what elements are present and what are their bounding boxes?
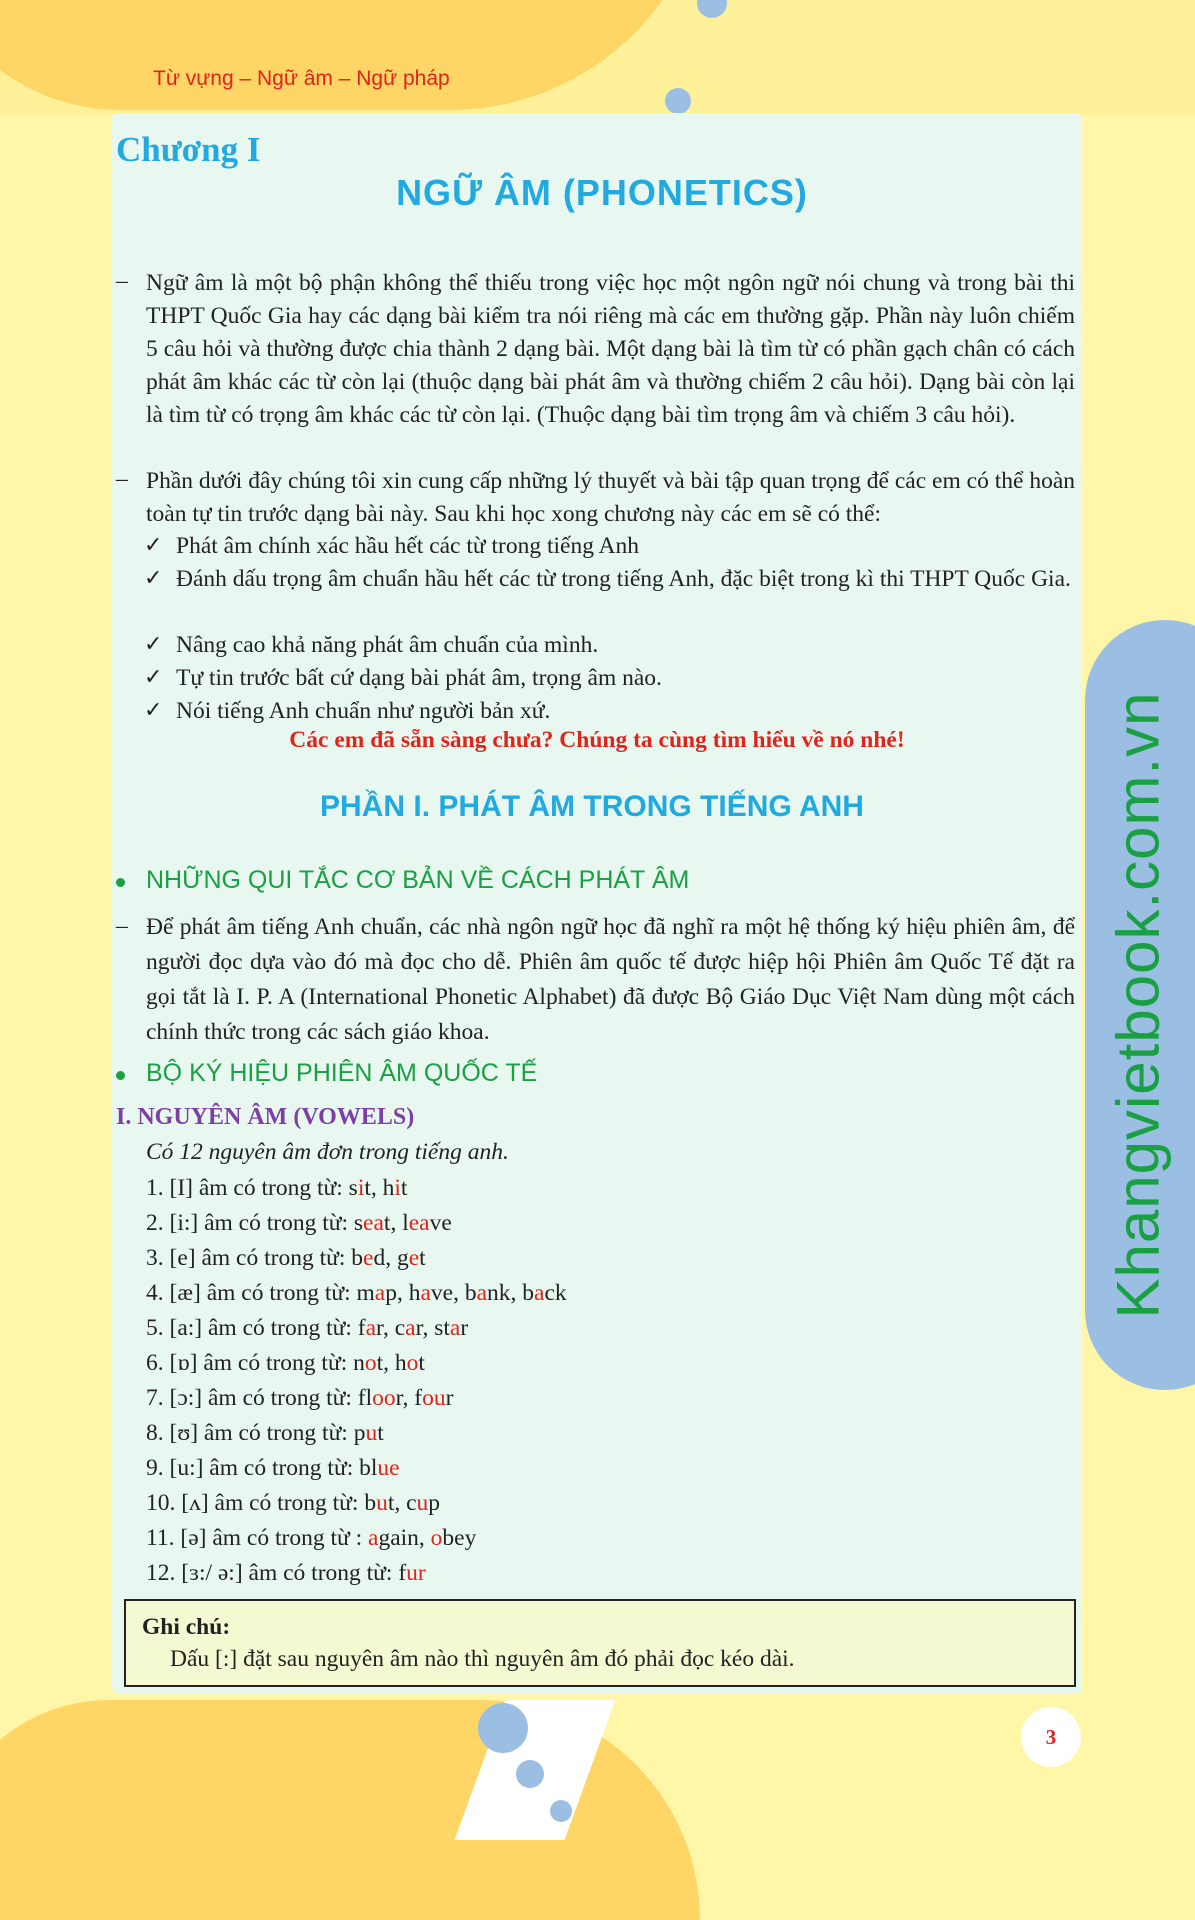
- part-title: PHẦN I. PHÁT ÂM TRONG TIẾNG ANH: [320, 790, 864, 823]
- example-word: four: [414, 1385, 454, 1411]
- highlighted-vowel: e: [363, 1245, 374, 1271]
- intro-paragraph-2: Phần dưới đây chúng tôi xin cung cấp những lý thuyết và bài tập quan trọng để các em có thể hoàn toàn tự tin trước dạng bài này. Sau khi học xong chương này các em sẽ có thể:: [146, 468, 1075, 527]
- vowel-item: 8. [ʊ] âm có trong từ: put: [146, 1420, 384, 1446]
- dash-marker: –: [116, 466, 128, 492]
- dash-marker: –: [116, 913, 128, 939]
- decor-dot: [665, 88, 691, 114]
- example-word: leave: [402, 1210, 452, 1236]
- example-word: blue: [359, 1455, 400, 1481]
- vowel-item: 12. [ɜ:/ ə:] âm có trong từ: fur: [146, 1560, 426, 1586]
- example-word: bank: [464, 1280, 511, 1306]
- example-word: bed: [351, 1245, 386, 1271]
- example-word: put: [353, 1420, 384, 1446]
- chapter-label: Chương I: [116, 130, 261, 169]
- vowel-item: 3. [e] âm có trong từ: bed, get: [146, 1245, 426, 1271]
- running-header: Từ vựng – Ngữ âm – Ngữ pháp: [153, 67, 450, 90]
- highlighted-vowel: a: [365, 1315, 377, 1341]
- vowel-item: 6. [ɒ] âm có trong từ: not, hot: [146, 1350, 425, 1376]
- highlighted-vowel: u: [365, 1420, 378, 1446]
- highlighted-vowel: a: [405, 1315, 416, 1341]
- vowels-intro: Có 12 nguyên âm đơn trong tiếng anh.: [146, 1139, 509, 1165]
- vowel-item: 7. [ɔ:] âm có trong từ: floor, four: [146, 1385, 454, 1411]
- highlighted-vowel: o: [430, 1525, 443, 1551]
- check-icon: ✓: [144, 532, 163, 557]
- highlighted-vowel: i: [394, 1175, 401, 1201]
- decor-dot: [478, 1703, 528, 1753]
- highlighted-vowel: a: [420, 1280, 431, 1306]
- dash-marker: –: [116, 268, 128, 294]
- bullet-icon: [116, 878, 125, 887]
- example-word: get: [396, 1245, 426, 1271]
- highlighted-vowel: ur: [406, 1560, 426, 1586]
- vowel-item: 9. [u:] âm có trong từ: blue: [146, 1455, 400, 1481]
- example-word: not: [353, 1350, 384, 1376]
- example-word: but: [364, 1490, 395, 1516]
- check-item: Tự tin trước bất cứ dạng bài phát âm, trọng âm nào.: [176, 665, 662, 691]
- section-heading: NHỮNG QUI TẮC CƠ BẢN VỀ CÁCH PHÁT ÂM: [146, 866, 690, 894]
- check-item: Nâng cao khả năng phát âm chuẩn của mình.: [176, 632, 599, 658]
- example-word: obey: [430, 1525, 477, 1551]
- example-word: seat: [353, 1210, 391, 1236]
- page-number: 3: [1021, 1707, 1081, 1767]
- example-word: far: [357, 1315, 383, 1341]
- check-item: Phát âm chính xác hầu hết các từ trong tiếng Anh: [176, 533, 640, 559]
- example-word: map: [356, 1280, 397, 1306]
- side-watermark: Khangvietbook.com.vn: [1104, 691, 1172, 1319]
- highlighted-vowel: i: [357, 1175, 365, 1201]
- example-word: again: [368, 1525, 419, 1551]
- highlighted-vowel: oo: [372, 1385, 396, 1411]
- example-word: fur: [398, 1560, 426, 1586]
- decor-dot: [550, 1800, 572, 1822]
- example-word: back: [522, 1280, 567, 1306]
- highlighted-vowel: a: [374, 1280, 386, 1306]
- example-word: cup: [406, 1490, 441, 1516]
- callout-text: Các em đã sẵn sàng chưa? Chúng ta cùng tìm hiểu về nó nhé!: [289, 727, 905, 753]
- example-word: have: [408, 1280, 454, 1306]
- highlighted-vowel: a: [368, 1525, 379, 1551]
- example-word: star: [434, 1315, 469, 1341]
- section-heading: BỘ KÝ HIỆU PHIÊN ÂM QUỐC TẾ: [146, 1059, 538, 1087]
- vowel-item: 10. [ʌ] âm có trong từ: but, cup: [146, 1490, 441, 1516]
- note-box: [124, 1599, 1076, 1687]
- check-icon: ✓: [144, 565, 163, 590]
- highlighted-vowel: a: [534, 1280, 545, 1306]
- intro-paragraph-1: Ngữ âm là một bộ phận không thể thiếu trong việc học một ngôn ngữ nói chung và trong bài thi THPT Quốc Gia hay các dạng bài kiểm tra nói riêng mà các em thường gặp. Phần này luôn chiếm 5 câu hỏi và thường được chia thành 2 dạng bài. Một dạng bài là tìm từ có phần gạch chân có cách phát âm khác các từ còn lại (thuộc dạng bài phát âm và thường chiếm 2 câu hỏi). Dạng bài còn lại là tìm từ có trọng âm khác các từ còn lại. (Thuộc dạng bài tìm trọng âm và chiếm 3 câu hỏi).: [146, 270, 1075, 428]
- check-item: Đánh dấu trọng âm chuẩn hầu hết các từ trong tiếng Anh, đặc biệt trong kì thi THPT Quốc Gia.: [176, 566, 1071, 592]
- highlighted-vowel: ou: [422, 1385, 446, 1411]
- example-word: floor: [357, 1385, 403, 1411]
- highlighted-vowel: a: [476, 1280, 488, 1306]
- highlighted-vowel: u: [416, 1490, 429, 1516]
- highlighted-vowel: ea: [408, 1210, 430, 1236]
- highlighted-vowel: ea: [363, 1210, 384, 1236]
- vowel-item: 4. [æ] âm có trong từ: map, have, bank, back: [146, 1280, 567, 1306]
- highlighted-vowel: ue: [377, 1455, 400, 1481]
- check-item: Nói tiếng Anh chuẩn như người bản xứ.: [176, 698, 551, 724]
- example-word: sit: [348, 1175, 371, 1201]
- highlighted-vowel: o: [364, 1350, 377, 1376]
- ipa-paragraph: Để phát âm tiếng Anh chuẩn, các nhà ngôn ngữ học đã nghĩ ra một hệ thống ký hiệu phiên âm, để người đọc dựa vào đó mà đọc cho dễ. Phiên âm quốc tế được hiệp hội Phiên âm Quốc Tế đặt ra gọi tắt là I. P. A (International Phonetic Alphabet) đã được Bộ Giáo Dục Việt Nam dùng một cách chính thức trong các sách giáo khoa.: [146, 914, 1075, 1045]
- vowel-item: 11. [ə] âm có trong từ : again, obey: [146, 1525, 477, 1551]
- decor-dot: [516, 1760, 544, 1788]
- vowels-heading: I. NGUYÊN ÂM (VOWELS): [116, 1104, 415, 1130]
- bullet-icon: [116, 1071, 125, 1080]
- example-word: hit: [382, 1175, 408, 1201]
- chapter-title: NGỮ ÂM (PHONETICS): [396, 172, 808, 213]
- example-word: car: [394, 1315, 423, 1341]
- note-text: Dấu [:] đặt sau nguyên âm nào thì nguyên âm đó phải đọc kéo dài.: [170, 1646, 795, 1672]
- note-title: Ghi chú:: [142, 1614, 231, 1640]
- vowel-item: 5. [a:] âm có trong từ: far, car, star: [146, 1315, 469, 1341]
- highlighted-vowel: a: [449, 1315, 461, 1341]
- highlighted-vowel: o: [406, 1350, 419, 1376]
- highlighted-vowel: e: [408, 1245, 420, 1271]
- check-icon: ✓: [144, 697, 163, 722]
- example-word: hot: [394, 1350, 425, 1376]
- check-icon: ✓: [144, 631, 163, 656]
- check-icon: ✓: [144, 664, 163, 689]
- vowel-item: 2. [i:] âm có trong từ: seat, leave: [146, 1210, 452, 1236]
- vowel-item: 1. [I] âm có trong từ: sit, hit: [146, 1175, 408, 1201]
- highlighted-vowel: u: [376, 1490, 388, 1516]
